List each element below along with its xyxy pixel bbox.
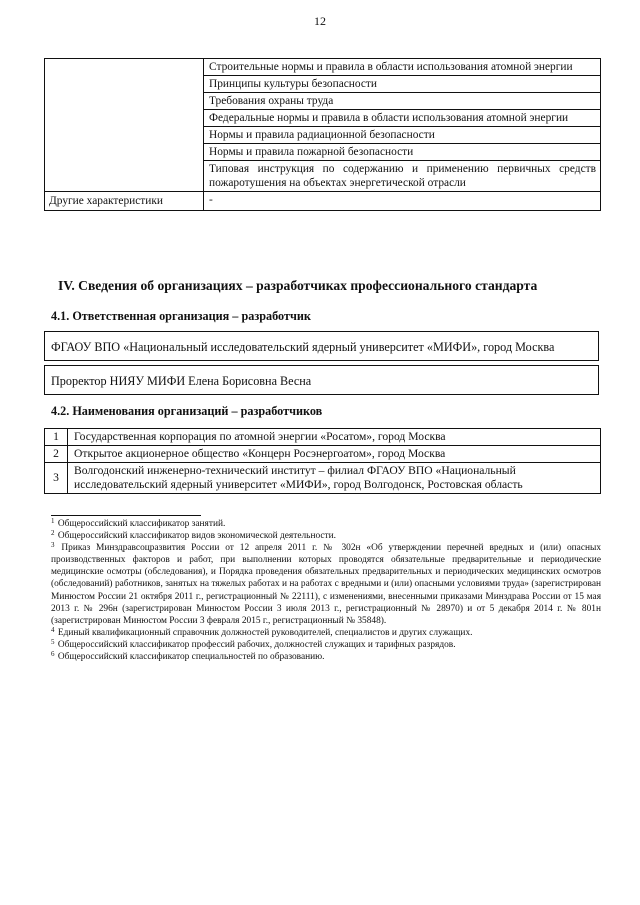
row-number: 3	[45, 463, 68, 494]
footnote-mark: 5	[51, 637, 55, 646]
footnote	[51, 627, 601, 639]
footnote-mark: 2	[51, 529, 55, 538]
footnote-text: Общероссийский классификатор видов экономической деятельности.	[57, 531, 337, 542]
table-cell: Требования охраны труда	[204, 93, 601, 110]
table-row	[45, 59, 601, 76]
table-row	[45, 192, 601, 211]
table-cell: Федеральные нормы и правила в области использования атомной энергии	[204, 110, 601, 127]
table-cell: Нормы и правила радиационной безопасности	[204, 127, 601, 144]
developer-name	[68, 463, 601, 494]
footnote-text: Приказ Минздравсоцразвития России от 12 апреля 2011 г. № 302н «Об утверждении перечней вредных и (или) опасных производственных факторов и работ, при выполнении которых проводятся обязательные предварительные и периодические медицинские осмотры (обследования), и Порядка проведения обязательных предварительных и периодических медицинских осмотров (обследований) работников, занятых на тяжелых работах и на работах с вредными и (или) опасными условиями труда» (зарегистрирован Минюстом России 21 октября 2011 г., регистрационный № 22111), с изменениями, внесенными приказами Минздрава России от 15 мая 2013 г. № 296н (зарегистрирован Минюстом России 3 июля 2013 г., регистрационный № 28970) и от 5 декабря 2014 г. № 801н (зарегистрирован Минюстом России 3 февраля 2015 г., регистрационный № 35848).	[51, 543, 602, 626]
developer-name: Открытое акционерное общество «Концерн Росэнергоатом», город Москва	[68, 446, 601, 463]
developer-name-line: исследовательский ядерный университет «МИФИ», город Волгодонск, Ростовская область	[74, 478, 523, 491]
responsible-person-box: Проректор НИЯУ МИФИ Елена Борисовна Весна	[44, 365, 599, 395]
footnote	[51, 530, 601, 542]
page-number: 12	[314, 14, 326, 28]
footnote	[51, 651, 601, 663]
section-title: IV. Сведения об организациях – разработчиках профессионального стандарта	[58, 278, 538, 293]
developers-heading: 4.2. Наименования организаций – разработчиков	[51, 404, 323, 418]
footnote-mark: 4	[51, 625, 55, 634]
footnote-text: Общероссийский классификатор занятий.	[57, 519, 226, 529]
norms-table	[44, 58, 601, 211]
table-cell-label: Другие характеристики	[45, 192, 204, 211]
table-cell: Типовая инструкция по содержанию и применению первичных средств пожаротушения на объектах энергетической отрасли	[204, 161, 601, 192]
footnote	[51, 518, 601, 530]
table-row	[45, 446, 601, 463]
footnote-mark: 3	[51, 541, 55, 550]
responsible-organization-box: ФГАОУ ВПО «Национальный исследовательский ядерный университет «МИФИ», город Москва	[44, 331, 599, 361]
responsible-heading: 4.1. Ответственная организация – разработчик	[51, 309, 311, 323]
footnote-text: Общероссийский классификатор специальностей по образованию.	[57, 652, 325, 663]
footnote-separator	[51, 515, 201, 516]
table-cell: -	[204, 192, 601, 211]
footnote-text: Общероссийский классификатор профессий рабочих, должностей служащих и тарифных разрядов.	[57, 639, 456, 650]
table-cell: Строительные нормы и правила в области использования атомной энергии	[204, 59, 601, 76]
footnote-mark: 1	[51, 517, 55, 525]
row-number: 1	[45, 429, 68, 446]
developer-name: Государственная корпорация по атомной энергии «Росатом», город Москва	[68, 429, 601, 446]
row-number: 2	[45, 446, 68, 463]
footnote-text: Единый квалификационный справочник должностей руководителей, специалистов и других служащих.	[57, 627, 473, 638]
footnote	[51, 639, 601, 651]
developers-table	[44, 428, 601, 494]
table-row	[45, 463, 601, 494]
table-row	[45, 429, 601, 446]
footnotes	[51, 518, 601, 663]
table-cell: Нормы и правила пожарной безопасности	[204, 144, 601, 161]
footnote-mark: 6	[51, 650, 55, 659]
developer-name-line: Волгодонский инженерно-технический институт – филиал ФГАОУ ВПО «Национальный	[74, 464, 516, 477]
table-cell: Принципы культуры безопасности	[204, 76, 601, 93]
footnote	[51, 542, 601, 627]
table-cell-empty	[45, 59, 204, 192]
